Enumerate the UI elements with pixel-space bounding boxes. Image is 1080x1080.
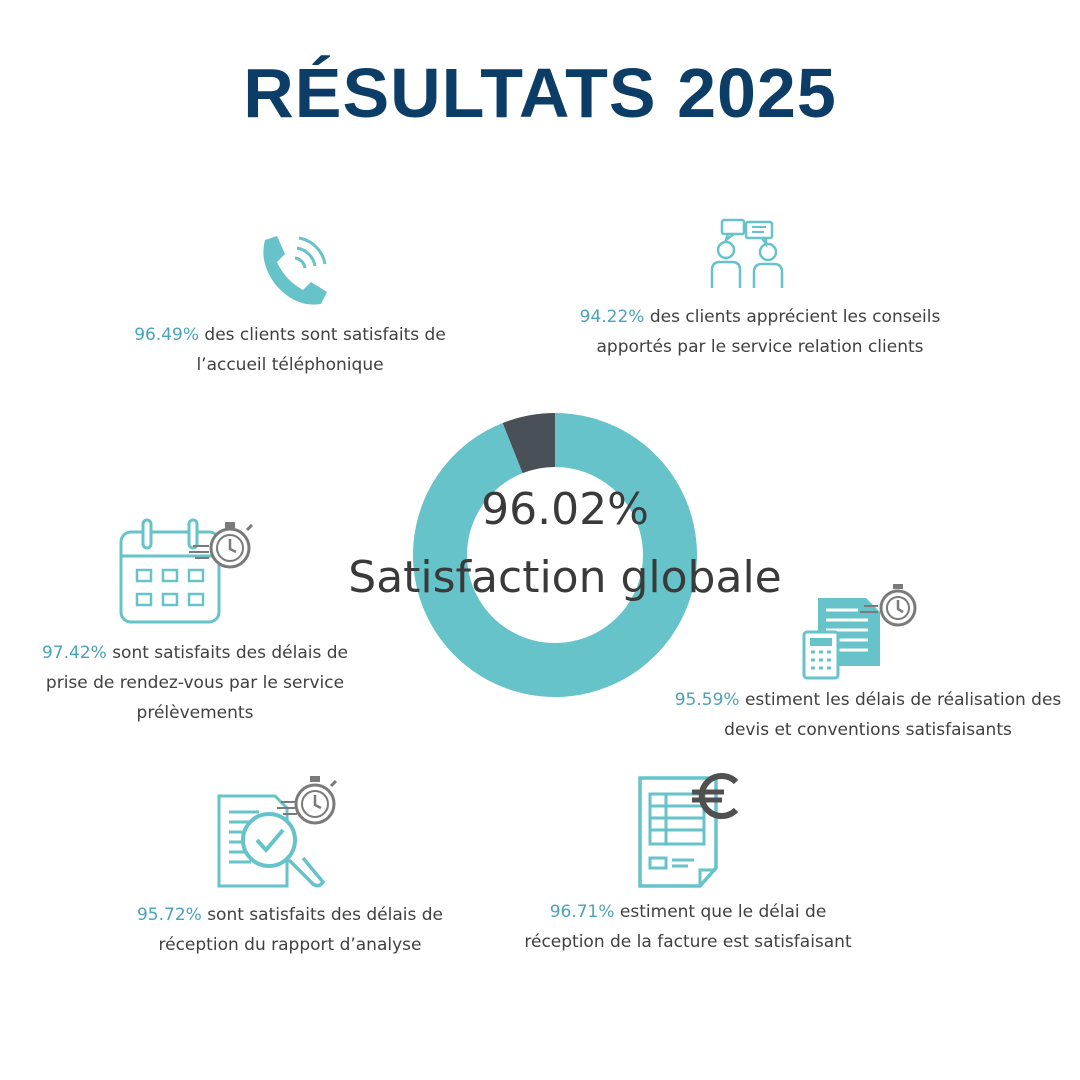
stat-line [560,302,960,332]
stat-percentage: 97.42% [41,643,107,663]
stat-text: estiment que le délai de [614,902,827,922]
stat-text: des clients sont satisfaits de [199,325,446,345]
stat-line [90,900,490,930]
stat-line: prélèvements [136,703,254,723]
report-magnifier-stopwatch-icon [215,770,345,892]
stat-text: estiment les délais de réalisation des [739,690,1062,710]
stat-line [488,897,888,927]
stat-appointment-delay [10,638,380,728]
phone-icon [255,232,335,307]
donut-center-label: Satisfaction globale [348,552,782,603]
stat-invoice-delay [488,897,888,957]
stat-text: des clients apprécient les conseils [644,307,941,327]
stat-line [660,685,1076,715]
stat-line: devis et conventions satisfaisants [724,720,1012,740]
stat-line: réception de la facture est satisfaisant [524,932,852,952]
stat-quote-delay [660,685,1076,745]
stat-line: réception du rapport d’analyse [158,935,422,955]
stat-percentage: 95.59% [674,690,740,710]
stat-customer-advice [560,302,960,362]
stat-text: sont satisfaits des délais de [201,905,444,925]
stat-line: l’accueil téléphonique [196,355,384,375]
stat-line: prise de rendez-vous par le service [45,673,345,693]
stat-line [90,320,490,350]
invoice-euro-icon [636,770,746,892]
stat-percentage: 95.72% [136,905,202,925]
stat-line: apportés par le service relation clients [596,337,924,357]
stat-percentage: 96.49% [134,325,200,345]
stat-percentage: 96.71% [549,902,615,922]
page-title: RÉSULTATS 2025 [243,54,837,132]
calculator-document-stopwatch-icon [802,580,922,680]
donut-center-value: 96.02% [481,484,649,535]
conversation-icon [708,218,788,293]
stat-text: sont satisfaits des délais de [106,643,349,663]
stat-line [10,638,380,668]
stat-phone-welcome [90,320,490,380]
stat-report-delay [90,900,490,960]
stat-percentage: 94.22% [579,307,645,327]
calendar-stopwatch-icon [115,512,260,627]
